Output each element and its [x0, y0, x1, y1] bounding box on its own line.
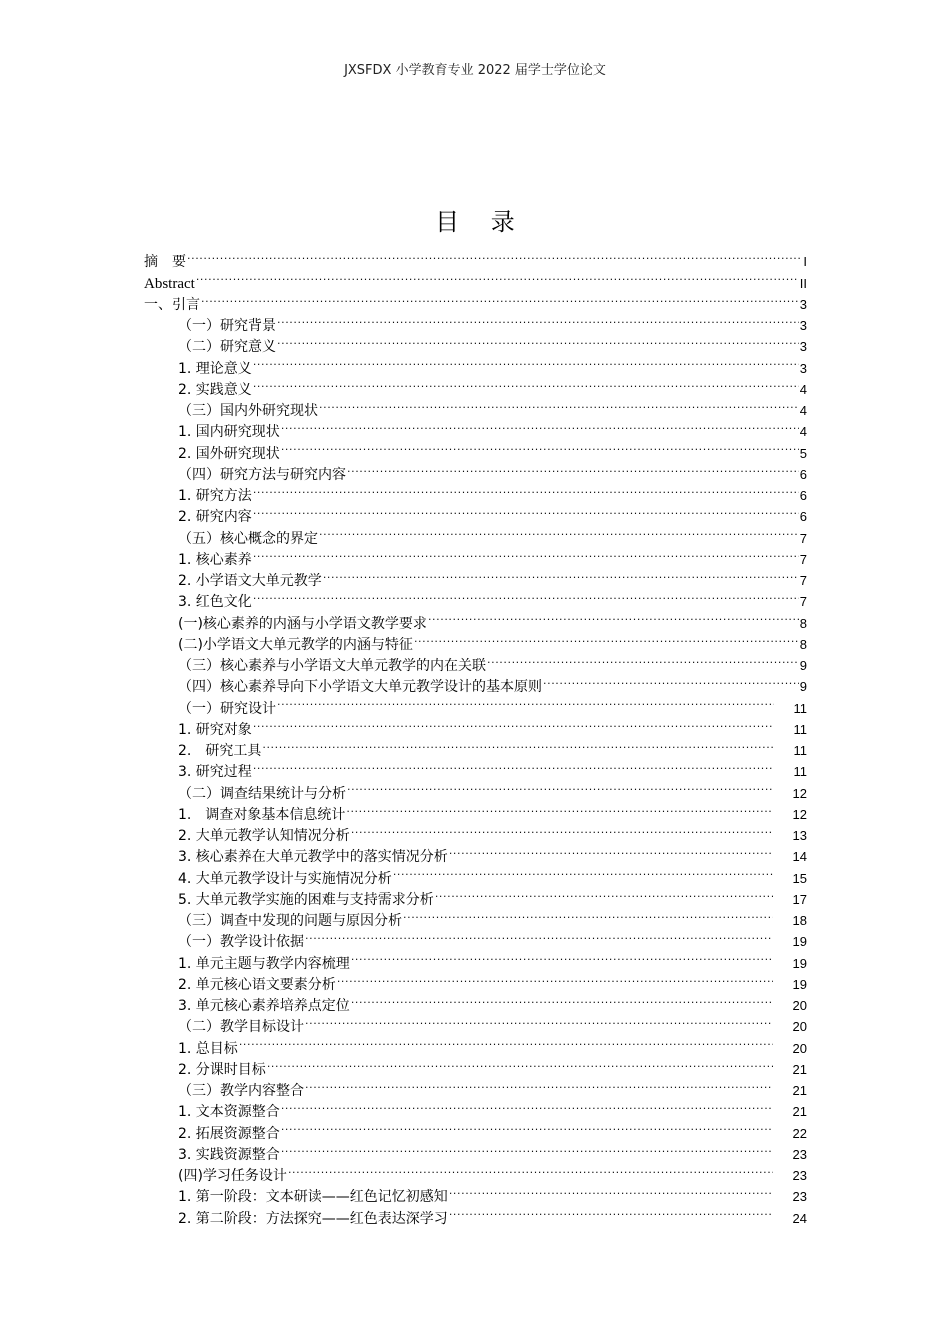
toc-entry-label: 1. 核心素养	[178, 551, 252, 568]
toc-entry-page-number: 7	[799, 530, 807, 546]
toc-entry-label: 1. 单元主题与教学内容梳理	[178, 955, 350, 972]
toc-leader-dots	[277, 691, 774, 712]
toc-entry-page-number: 6	[799, 466, 807, 482]
toc-entry-page-number: 6	[799, 488, 807, 503]
toc-entry-page-number: 9	[799, 658, 807, 673]
toc-leader-dots	[253, 755, 774, 776]
toc-leader-dots	[347, 776, 773, 797]
toc-entry-label: （一）教学设计依据	[178, 934, 304, 951]
toc-entry-label: （二）教学目标设计	[178, 1019, 304, 1036]
toc-entry-label: （三）国内外研究现状	[178, 403, 318, 419]
toc-entry-label: （一）研究背景	[178, 318, 276, 334]
toc-entry-label: 1. 理论意义	[178, 360, 252, 377]
toc-leader-dots	[393, 861, 773, 882]
toc-leader-dots	[239, 1031, 773, 1052]
toc-entry-page-number: 3	[799, 360, 807, 376]
toc-entry-label: （五）核心概念的界定	[178, 530, 318, 547]
toc-leader-dots	[337, 968, 773, 989]
toc-entry[interactable]	[144, 288, 807, 313]
toc-leader-dots	[435, 883, 773, 904]
toc-entry-page-number: 4	[799, 381, 807, 397]
toc-entry-label: 2. 拓展资源整合	[178, 1125, 280, 1142]
toc-leader-dots	[267, 1053, 773, 1074]
toc-entry-page-number: 19	[792, 934, 807, 950]
toc-leader-dots	[543, 670, 799, 691]
toc-entry-label: (四)学习任务设计	[178, 1168, 287, 1184]
toc-entry-label: 3. 实践资源整合	[178, 1146, 280, 1163]
toc-entry-label: (一)核心素养的内涵与小学语文教学要求	[178, 615, 427, 632]
toc-leader-dots	[281, 436, 799, 457]
toc-leader-dots	[449, 840, 773, 861]
toc-entry-page-number: 7	[799, 594, 807, 610]
toc-entry-label: 1. 研究方法	[178, 488, 252, 504]
toc-entry-label: 3. 核心素养在大单元教学中的落实情况分析	[178, 849, 448, 866]
toc-entry-page-number: 5	[799, 445, 807, 461]
toc-leader-dots	[346, 798, 772, 819]
toc-leader-dots	[253, 373, 799, 394]
toc-entry-page-number: 6	[799, 509, 807, 525]
toc-leader-dots	[351, 989, 773, 1010]
toc-entry-page-number: 19	[792, 955, 807, 971]
toc-leader-dots	[449, 1201, 773, 1222]
toc-entry-page-number: 11	[793, 764, 807, 780]
toc-entry-page-number: 11	[793, 700, 807, 716]
toc-entry-page-number: 8	[799, 636, 807, 652]
toc-entry-label: 2. 大单元教学认知情况分析	[178, 828, 350, 844]
toc-leader-dots	[319, 521, 799, 542]
toc-entry-page-number: 7	[799, 551, 807, 567]
toc-leader-dots	[305, 1010, 773, 1031]
toc-leader-dots	[449, 1180, 773, 1201]
toc-entry-page-number: 23	[792, 1189, 807, 1205]
toc-entry-page-number: 18	[792, 913, 807, 928]
toc-leader-dots	[319, 394, 799, 415]
toc-entry-label: （四）核心素养导向下小学语文大单元教学设计的基本原则	[178, 679, 542, 696]
toc-leader-dots	[187, 245, 802, 266]
toc-leader-dots	[281, 1095, 773, 1116]
toc-entry-label: 一、引言	[144, 296, 200, 313]
toc-entry-page-number: 22	[792, 1125, 807, 1141]
toc-leader-dots	[281, 1138, 773, 1159]
toc-title: 目 录	[435, 208, 527, 236]
toc-entry[interactable]	[144, 245, 807, 271]
toc-entry-page-number: 20	[792, 1019, 807, 1035]
toc-entry-page-number: 11	[793, 721, 807, 737]
toc-entry-page-number: 8	[799, 615, 807, 631]
toc-entry-label: 摘 要	[144, 254, 186, 271]
toc-entry-page-number: 24	[792, 1210, 807, 1226]
page-header: JXSFDX 小学教育专业 2022 届学士学位论文	[344, 63, 606, 78]
toc-entry-label: （二）研究意义	[178, 339, 276, 356]
toc-entry[interactable]	[144, 309, 807, 334]
toc-entry-page-number: 4	[799, 424, 807, 440]
toc-entry-label: 2. 研究工具	[178, 743, 262, 759]
toc-entry-label: 1. 国内研究现状	[178, 424, 280, 441]
toc-leader-dots	[281, 1116, 773, 1137]
toc-leader-dots	[253, 713, 774, 734]
toc-leader-dots	[403, 904, 773, 925]
toc-entry-label: （三）核心素养与小学语文大单元教学的内在关联	[178, 658, 486, 674]
toc-entry-label: 2. 实践意义	[178, 381, 252, 398]
toc-entry-page-number: 3	[799, 339, 807, 355]
toc-leader-dots	[253, 585, 799, 606]
toc-entry-label: 2. 研究内容	[178, 509, 252, 526]
toc-entry-label: 4. 大单元教学设计与实施情况分析	[178, 870, 392, 887]
toc-entry[interactable]	[144, 1031, 807, 1057]
toc-entry-page-number: II	[799, 275, 807, 291]
toc-entry-page-number: 20	[792, 1040, 807, 1056]
toc-leader-dots	[305, 1074, 773, 1095]
toc-entry-page-number: 15	[792, 870, 807, 886]
toc-entry-label: 5. 大单元教学实施的困难与支持需求分析	[178, 891, 434, 908]
toc-leader-dots	[253, 543, 799, 564]
toc-entry-label: 2. 小学语文大单元教学	[178, 573, 322, 589]
toc-leader-dots	[262, 734, 773, 755]
table-of-contents	[144, 245, 807, 1227]
toc-entry-page-number: 21	[792, 1104, 807, 1120]
toc-entry-page-number: 12	[792, 785, 807, 801]
toc-leader-dots	[347, 458, 799, 479]
toc-entry-page-number: 11	[793, 743, 807, 758]
toc-entry-page-number: 19	[792, 976, 807, 992]
toc-entry-page-number: 14	[792, 849, 807, 865]
toc-entry-label: （二）调查结果统计与分析	[178, 785, 346, 802]
toc-leader-dots	[323, 564, 799, 585]
toc-leader-dots	[281, 415, 799, 436]
toc-entry[interactable]	[144, 1053, 807, 1078]
toc-entry-page-number: 13	[792, 828, 807, 843]
toc-leader-dots	[414, 628, 799, 649]
toc-leader-dots	[253, 351, 799, 372]
toc-leader-dots	[288, 1159, 773, 1180]
toc-leader-dots	[277, 330, 799, 351]
toc-leader-dots	[487, 649, 799, 670]
toc-leader-dots	[351, 819, 773, 840]
toc-leader-dots	[277, 309, 799, 330]
toc-entry-page-number: 17	[792, 891, 807, 907]
toc-leader-dots	[201, 288, 799, 309]
toc-entry-label: 1. 研究对象	[178, 721, 252, 738]
toc-entry-label: （三）调查中发现的问题与原因分析	[178, 913, 402, 929]
toc-entry-label: 3. 红色文化	[178, 594, 252, 611]
toc-entry-label: 2. 国外研究现状	[178, 445, 280, 462]
toc-leader-dots	[351, 946, 773, 967]
toc-entry-page-number: 23	[792, 1146, 807, 1162]
toc-entry-page-number: 7	[799, 573, 807, 588]
toc-entry-page-number: I	[803, 254, 807, 270]
toc-entry-label: Abstract	[144, 275, 195, 292]
toc-entry-page-number: 3	[799, 318, 807, 333]
toc-entry-label: (二)小学语文大单元教学的内涵与特征	[178, 636, 413, 653]
toc-entry-page-number: 20	[792, 998, 807, 1013]
toc-entry-page-number: 12	[792, 806, 807, 822]
toc-entry-label: （三）教学内容整合	[178, 1083, 304, 1099]
toc-entry-label: 1. 总目标	[178, 1040, 238, 1057]
toc-leader-dots	[196, 266, 799, 287]
toc-entry-page-number: 21	[792, 1061, 807, 1077]
toc-leader-dots	[253, 479, 799, 500]
toc-entry-page-number: 9	[799, 679, 807, 695]
toc-entry-page-number: 4	[799, 403, 807, 418]
toc-entry-page-number: 23	[792, 1168, 807, 1183]
toc-entry-label: 2. 分课时目标	[178, 1061, 266, 1078]
toc-entry-page-number: 3	[799, 296, 807, 312]
toc-entry-label: 2. 第二阶段：方法探究——红色表达深学习	[178, 1210, 448, 1227]
toc-entry-label: 1. 文本资源整合	[178, 1104, 280, 1121]
toc-entry-label: 1. 调查对象基本信息统计	[178, 806, 346, 823]
toc-leader-dots	[253, 500, 799, 521]
toc-entry[interactable]	[144, 266, 807, 292]
toc-entry-label: 3. 单元核心素养培养点定位	[178, 998, 350, 1014]
toc-entry-label: 1. 第一阶段：文本研读——红色记忆初感知	[178, 1189, 448, 1206]
toc-entry-page-number: 21	[792, 1083, 807, 1098]
toc-entry-label: 2. 单元核心语文要素分析	[178, 976, 336, 993]
toc-entry-label: （四）研究方法与研究内容	[178, 466, 346, 483]
toc-entry-label: 3. 研究过程	[178, 764, 252, 781]
toc-leader-dots	[428, 606, 799, 627]
toc-entry-label: （一）研究设计	[178, 700, 276, 717]
toc-leader-dots	[305, 925, 773, 946]
